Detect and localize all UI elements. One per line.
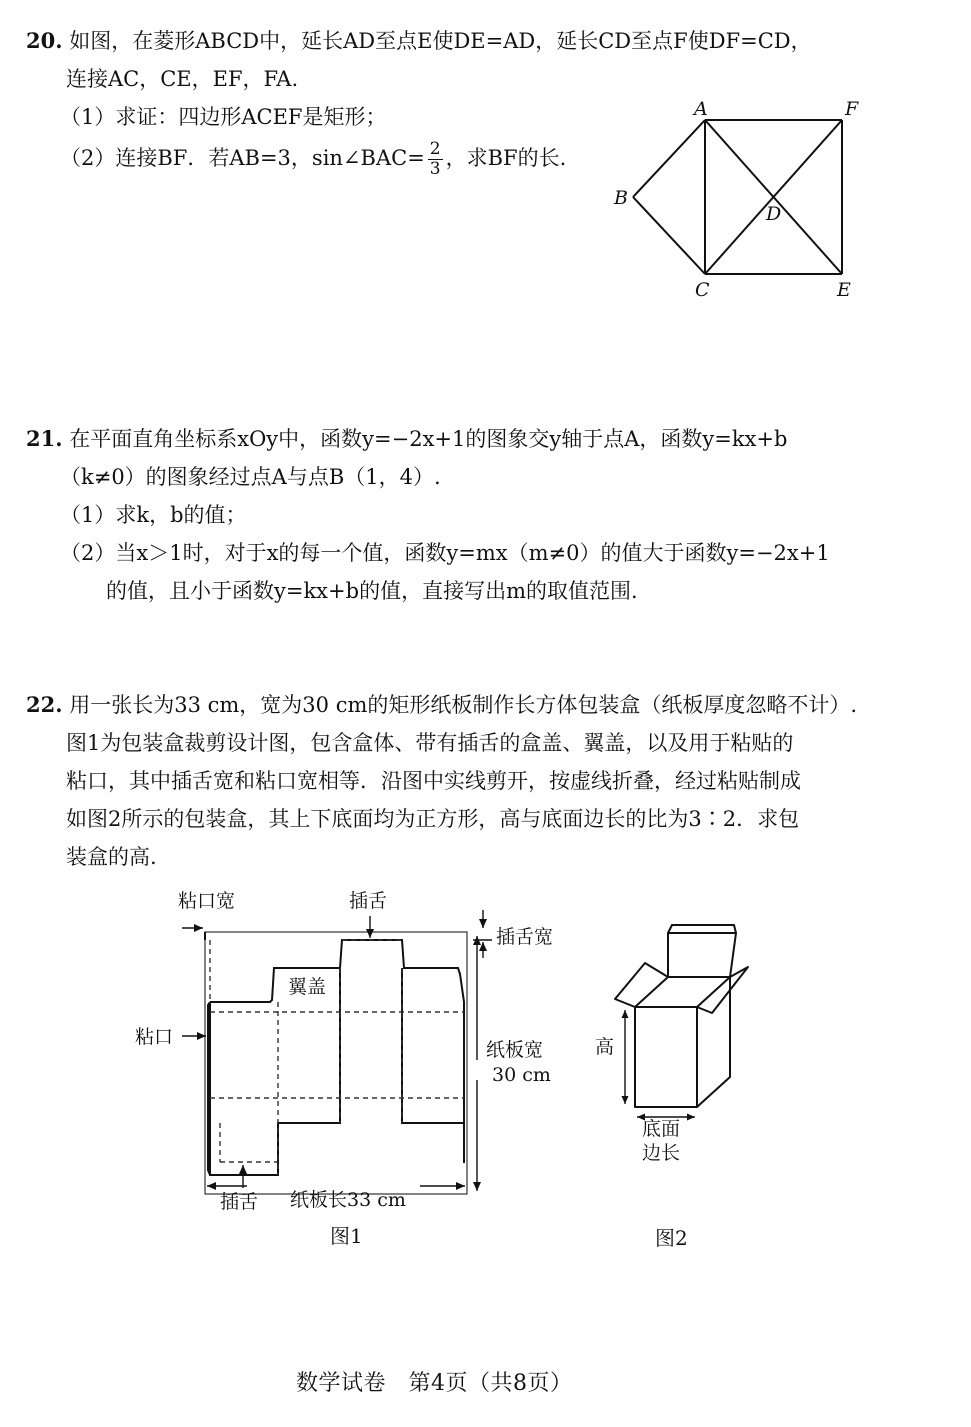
label-height: 高 [595,1036,615,1058]
q20-part2-before: （2）连接BF．若AB=3，sin∠BAC= [60,146,425,170]
q21-part2-line2: 的值，且小于函数y=kx+b的值，直接写出m的取值范围. [106,579,638,603]
figure1-caption: 图1 [330,1224,363,1248]
q21-line2: （k≠0）的图象经过点A与点B（1，4）. [60,465,441,489]
q21-line1 [26,424,787,454]
q22-number: 22. [26,692,63,717]
label-board-length: 纸板长33 cm [290,1189,406,1211]
label-base-2: 边长 [642,1142,681,1164]
label-tongue-width: 插舌宽 [496,926,554,948]
q20-part2-after: ，求BF的长. [445,146,567,170]
q20-part2 [60,140,566,179]
q20-frac-den: 3 [429,159,441,179]
label-glue: 粘口 [135,1026,174,1048]
q22-text-line2: 图1为包装盒裁剪设计图，包含盒体、带有插舌的盒盖、翼盖，以及用于粘贴的 [66,731,794,755]
q22-figure2 [590,915,770,1175]
label-base-1: 底面 [642,1118,681,1140]
figure2-caption: 图2 [655,1226,688,1250]
q20-line1 [26,26,812,56]
q22-text-line1: 用一张长为33 cm，宽为30 cm的矩形纸板制作长方体包装盒（纸板厚度忽略不计）. [69,693,858,717]
q22-text-line3: 粘口，其中插舌宽和粘口宽相等．沿图中实线剪开，按虚线折叠，经过粘贴制成 [66,769,801,793]
q21-number: 21. [26,426,63,451]
label-E: E [837,279,851,301]
box-top-opening [635,977,730,1007]
q20-text-line1: 如图，在菱形ABCD中，延长AD至点E使DE=AD，延长CD至点F使DF=CD， [69,29,812,53]
q20-part1: （1）求证：四边形ACEF是矩形； [60,105,387,129]
box-flap-right [697,967,748,1013]
q20-number: 20. [26,28,63,53]
label-wing: 翼盖 [288,976,327,998]
q20-frac-num: 2 [429,139,441,159]
q20-fraction [428,140,443,179]
label-A: A [694,98,708,120]
q22-line1-wrap [26,686,858,724]
segment-BC [633,197,705,274]
label-board-width-1: 纸板宽 [486,1039,544,1061]
label-C: C [695,279,710,301]
q22-text-line5: 装盒的高. [66,845,157,869]
box-front [635,1007,697,1107]
fold-lines [210,940,464,1175]
q20-figure [600,92,880,307]
label-tongue-top: 插舌 [349,890,388,912]
page-footer: 数学试卷 第4页（共8页） [296,1371,573,1396]
segment-AB [633,120,705,197]
q21-part2-line1: （2）当x＞1时，对于x的每一个值，函数y=mx（m≠0）的值大于函数y=−2x+1 [60,541,830,565]
label-F: F [845,98,859,120]
label-D: D [766,203,782,225]
q22-figure1 [130,880,570,1220]
label-B: B [614,187,628,209]
label-glue-width: 粘口宽 [178,890,236,912]
board-outline [205,932,467,1194]
label-board-width-2: 30 cm [492,1064,551,1086]
q21-part1: （1）求k，b的值； [60,503,247,527]
q21-text-line1: 在平面直角坐标系xOy中，函数y=−2x+1的图象交y轴于点A，函数y=kx+b [69,427,788,451]
cut-lines [205,932,464,1175]
q22-paragraph [26,686,858,876]
q20-line2: 连接AC，CE，EF，FA. [66,67,299,91]
label-tongue-bottom: 插舌 [220,1191,259,1213]
q22-text-line4: 如图2所示的包装盒，其上下底面均为正方形，高与底面边长的比为3∶2．求包 [66,807,800,831]
